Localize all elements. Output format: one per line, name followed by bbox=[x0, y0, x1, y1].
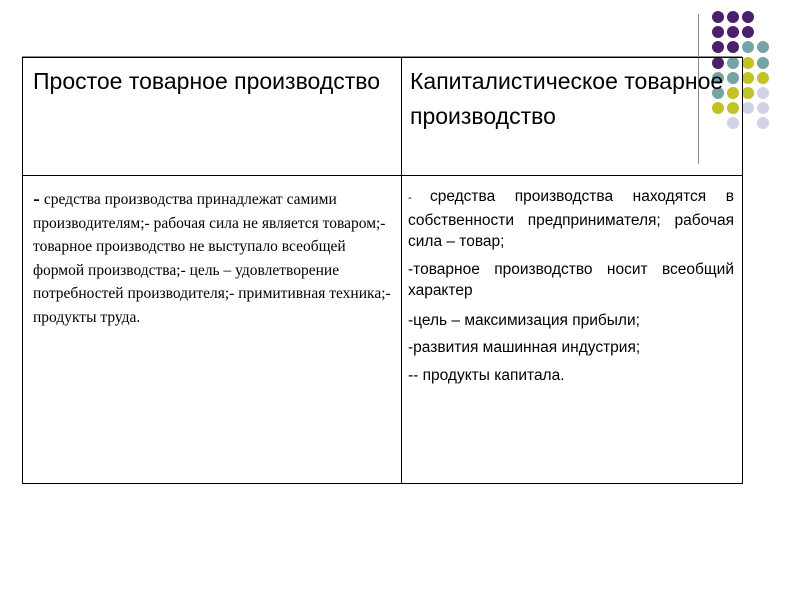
decorative-dot bbox=[757, 102, 769, 114]
decorative-dot bbox=[727, 41, 739, 53]
decorative-dot bbox=[742, 72, 754, 84]
decorative-dot bbox=[757, 87, 769, 99]
decorative-dot bbox=[742, 102, 754, 114]
lead-dash: - bbox=[33, 188, 40, 211]
cell-simple-features bbox=[23, 176, 402, 484]
list-item: -цель – максимизация прибыли; bbox=[408, 311, 640, 329]
decorative-dot bbox=[712, 26, 724, 38]
decorative-dot bbox=[757, 72, 769, 84]
decorative-dot bbox=[757, 41, 769, 53]
decorative-dot bbox=[742, 41, 754, 53]
decorative-dot bbox=[742, 57, 754, 69]
decorative-dot bbox=[742, 87, 754, 99]
simple-features-body: средства производства принадлежат самими производителям;- рабочая сила не является товаром;- товарное производство не выступало всеобщей формой производства;- цель – удовлетворение потребностей производителя;- примитивная техника;- продукты труда. bbox=[33, 191, 391, 326]
table-body-row bbox=[23, 176, 743, 484]
list-item: -- продукты капитала. bbox=[408, 366, 565, 384]
decorative-dot bbox=[742, 11, 754, 23]
header-cell-simple bbox=[23, 58, 402, 176]
header-cell-capitalist bbox=[402, 58, 743, 176]
table-header-row bbox=[23, 58, 743, 176]
comparison-table bbox=[22, 57, 743, 484]
decorative-dot bbox=[757, 117, 769, 129]
decorative-dot bbox=[712, 11, 724, 23]
decorative-dot bbox=[757, 57, 769, 69]
decorative-dot bbox=[727, 26, 739, 38]
decorative-dot bbox=[742, 26, 754, 38]
simple-features-text bbox=[33, 188, 391, 329]
decorative-dot bbox=[727, 11, 739, 23]
list-item-prefix: - bbox=[408, 192, 430, 204]
header-simple-production: Простое товарное производство bbox=[33, 68, 381, 94]
header-capitalist-production: Капиталистическое товарное производство bbox=[410, 68, 724, 129]
list-item: -развития машинная индустрия; bbox=[408, 339, 641, 356]
list-item: -товарное производство носит всеобщий характер bbox=[408, 260, 734, 299]
list-item: - средства производства находятся в собственности предпринимателя; рабочая сила – товар; bbox=[408, 188, 734, 250]
cell-capitalist-features bbox=[402, 176, 743, 484]
decorative-dot bbox=[712, 41, 724, 53]
